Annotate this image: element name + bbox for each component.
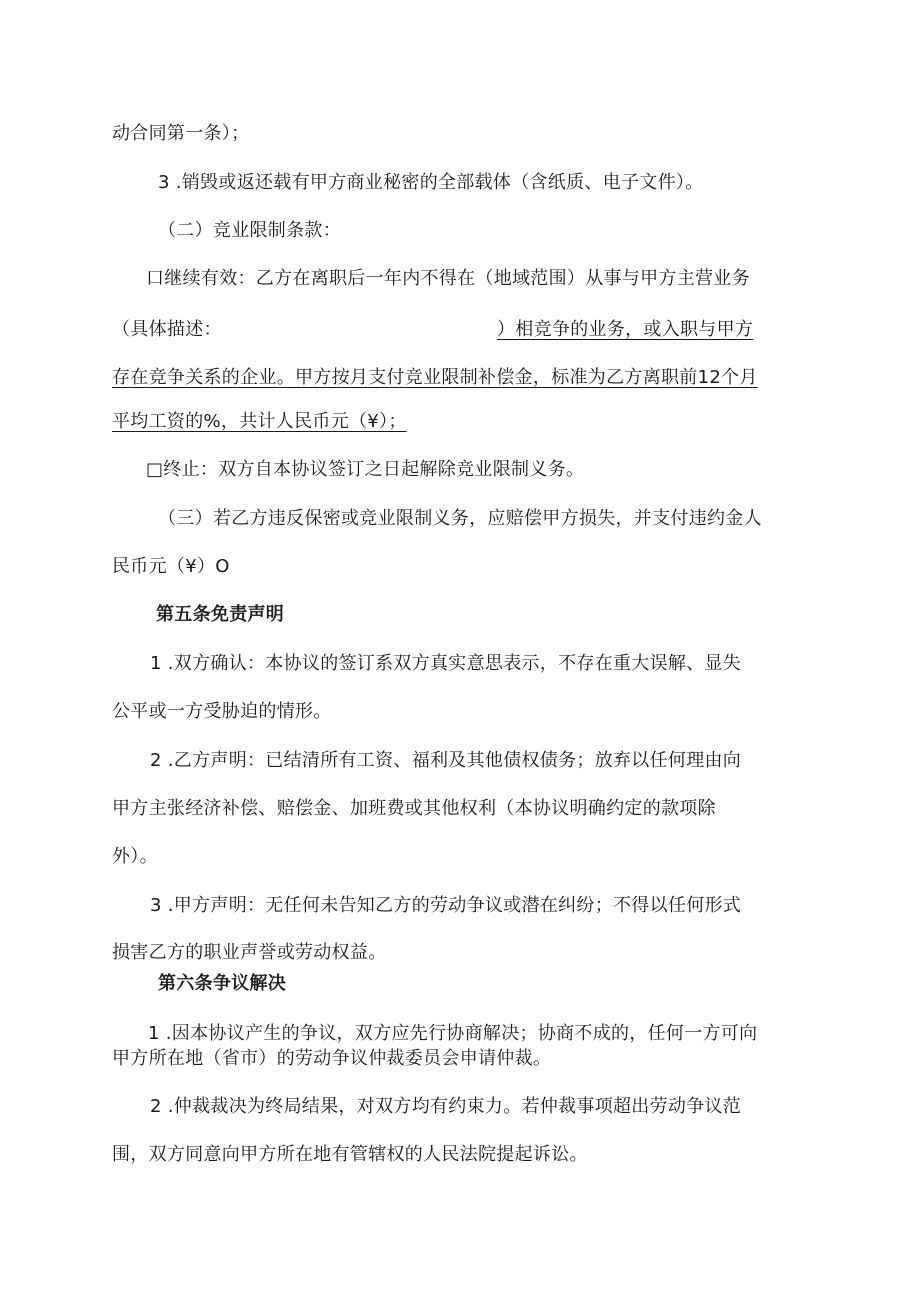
text-line: 2 .乙方声明：已结清所有工资、福利及其他债权债务；放弃以任何理由向	[150, 750, 742, 771]
text-line: 外）。	[112, 846, 158, 867]
text-line: 围，双方同意向甲方所在地有管辖权的人民法院提起诉讼。	[112, 1144, 588, 1165]
text-line: 损害乙方的职业声誉或劳动权益。	[112, 942, 387, 963]
text-line: （具体描述：	[112, 319, 222, 340]
text-line-underlined: 存在竞争关系的企业。甲方按月支付竞业限制补偿金，标准为乙方离职前12个月	[112, 367, 758, 388]
text-line: 2 .仲裁裁决为终局结果，对双方均有约束力。若仲裁事项超出劳动争议范	[150, 1096, 742, 1117]
text-line: 甲方所在地（省市）的劳动争议仲裁委员会申请仲裁。	[112, 1048, 552, 1069]
section-heading: 第五条免责声明	[156, 604, 285, 625]
text-line: 动合同第一条）；	[112, 123, 250, 144]
text-line: 3 .甲方声明：无任何未告知乙方的劳动争议或潜在纠纷；不得以任何形式	[150, 895, 742, 916]
text-line: □终止：双方自本协议签订之日起解除竞业限制义务。	[146, 459, 585, 480]
text-line: 3 .销毁或返还载有甲方商业秘密的全部载体（含纸质、电子文件）。	[158, 172, 704, 193]
text-line: 1 .双方确认：本协议的签订系双方真实意思表示，不存在重大误解、显失	[150, 653, 742, 674]
text-line: 口继续有效：乙方在离职后一年内不得在（地域范围）从事与甲方主营业务	[146, 268, 750, 289]
section-heading: 第六条争议解决	[158, 973, 287, 994]
text-line: 1 .因本协议产生的争议，双方应先行协商解决；协商不成的，任何一方可向	[148, 1023, 758, 1044]
text-line: （二）竞业限制条款：	[158, 220, 341, 241]
text-line: 公平或一方受胁迫的情形。	[112, 701, 332, 722]
text-line: 民币元（¥）O	[112, 556, 230, 577]
text-line-underlined: ）相竞争的业务，或入职与甲方	[497, 319, 754, 340]
text-line-underlined: 平均工资的%，共计人民币元（¥）；	[112, 411, 407, 432]
text-line: （三）若乙方违反保密或竞业限制义务，应赔偿甲方损失，并支付违约金人	[158, 508, 762, 529]
text-line: 甲方主张经济补偿、赔偿金、加班费或其他权利（本协议明确约定的款项除	[112, 798, 716, 819]
